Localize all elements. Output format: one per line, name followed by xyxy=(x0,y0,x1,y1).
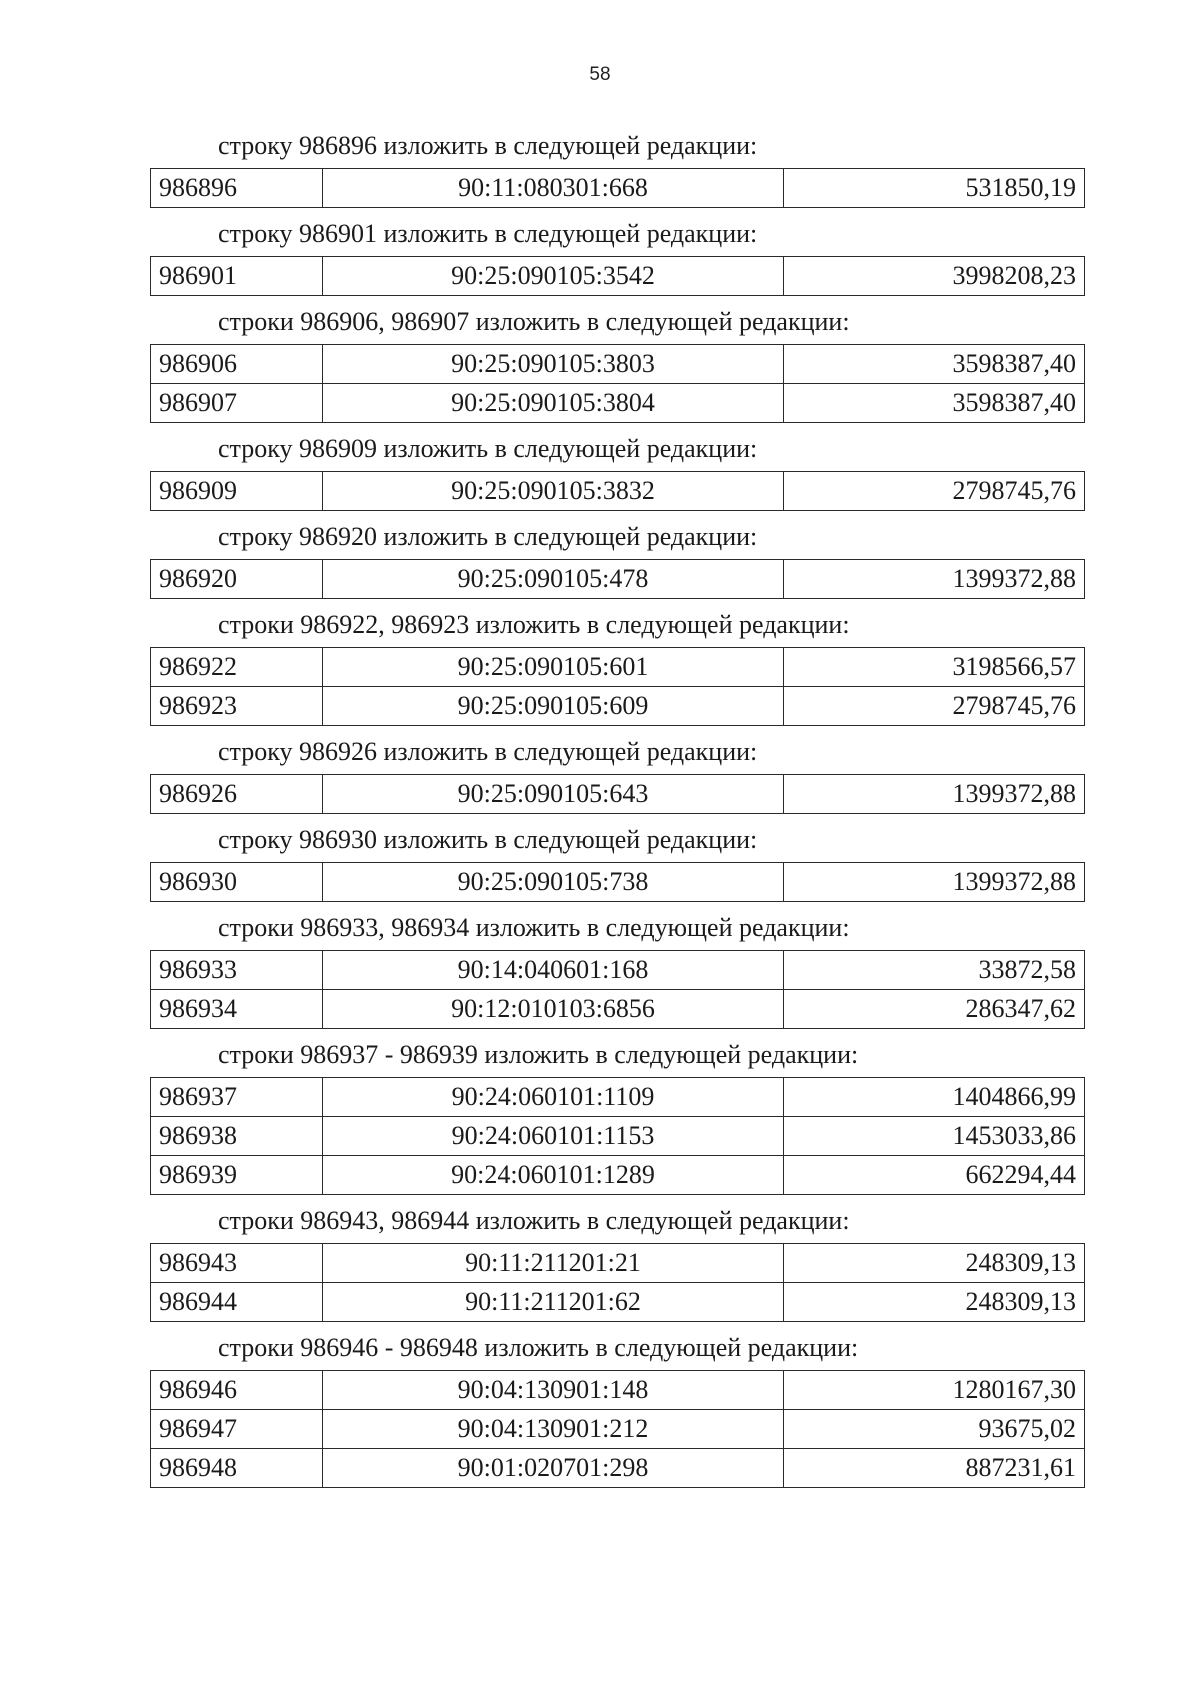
cadastral-number-cell: 90:04:130901:148 xyxy=(323,1371,784,1410)
section-heading: строку 986896 изложить в следующей редакции: xyxy=(218,131,758,160)
cadastral-number-cell: 90:25:090105:643 xyxy=(323,775,784,814)
cadastral-number-cell: 90:11:211201:21 xyxy=(323,1244,784,1283)
section-heading: строку 986930 изложить в следующей редакции: xyxy=(218,825,758,854)
row-number-cell: 986933 xyxy=(151,951,323,990)
cadastral-number-cell: 90:25:090105:3832 xyxy=(323,472,784,511)
value-cell: 248309,13 xyxy=(784,1283,1085,1322)
value-cell: 3598387,40 xyxy=(784,384,1085,423)
row-number-cell: 986909 xyxy=(151,472,323,511)
row-number-cell: 986947 xyxy=(151,1410,323,1449)
value-cell: 1280167,30 xyxy=(784,1371,1085,1410)
row-number-cell: 986944 xyxy=(151,1283,323,1322)
amendment-table xyxy=(150,471,1085,511)
table-row xyxy=(151,345,1085,384)
cadastral-number-cell: 90:25:090105:478 xyxy=(323,560,784,599)
value-cell: 3998208,23 xyxy=(784,257,1085,296)
table-row xyxy=(151,472,1085,511)
value-cell: 248309,13 xyxy=(784,1244,1085,1283)
section-heading: строки 986946 - 986948 изложить в следующей редакции: xyxy=(218,1333,859,1362)
row-number-cell: 986923 xyxy=(151,687,323,726)
amendment-table xyxy=(150,862,1085,902)
cadastral-number-cell: 90:01:020701:298 xyxy=(323,1449,784,1488)
row-number-cell: 986943 xyxy=(151,1244,323,1283)
value-cell: 1404866,99 xyxy=(784,1078,1085,1117)
value-cell: 93675,02 xyxy=(784,1410,1085,1449)
table-row xyxy=(151,1410,1085,1449)
row-number-cell: 986930 xyxy=(151,863,323,902)
value-cell: 531850,19 xyxy=(784,169,1085,208)
table-row xyxy=(151,1156,1085,1195)
cadastral-number-cell: 90:25:090105:3542 xyxy=(323,257,784,296)
table-row xyxy=(151,648,1085,687)
value-cell: 3598387,40 xyxy=(784,345,1085,384)
row-number-cell: 986939 xyxy=(151,1156,323,1195)
cadastral-number-cell: 90:24:060101:1109 xyxy=(323,1078,784,1117)
amendment-table xyxy=(150,256,1085,296)
cadastral-number-cell: 90:14:040601:168 xyxy=(323,951,784,990)
table-row xyxy=(151,1078,1085,1117)
value-cell: 1399372,88 xyxy=(784,560,1085,599)
amendment-table xyxy=(150,950,1085,1029)
table-row xyxy=(151,169,1085,208)
cadastral-number-cell: 90:04:130901:212 xyxy=(323,1410,784,1449)
amendment-table xyxy=(150,647,1085,726)
value-cell: 2798745,76 xyxy=(784,472,1085,511)
amendment-table xyxy=(150,1243,1085,1322)
table-row xyxy=(151,990,1085,1029)
cadastral-number-cell: 90:25:090105:738 xyxy=(323,863,784,902)
table-row xyxy=(151,775,1085,814)
table-row xyxy=(151,1283,1085,1322)
amendment-table xyxy=(150,168,1085,208)
row-number-cell: 986938 xyxy=(151,1117,323,1156)
table-row xyxy=(151,863,1085,902)
cadastral-number-cell: 90:24:060101:1289 xyxy=(323,1156,784,1195)
value-cell: 662294,44 xyxy=(784,1156,1085,1195)
amendment-table xyxy=(150,774,1085,814)
cadastral-number-cell: 90:12:010103:6856 xyxy=(323,990,784,1029)
value-cell: 887231,61 xyxy=(784,1449,1085,1488)
table-row xyxy=(151,951,1085,990)
section-heading: строку 986901 изложить в следующей редакции: xyxy=(218,219,758,248)
value-cell: 2798745,76 xyxy=(784,687,1085,726)
cadastral-number-cell: 90:11:080301:668 xyxy=(323,169,784,208)
table-row xyxy=(151,687,1085,726)
cadastral-number-cell: 90:25:090105:3804 xyxy=(323,384,784,423)
section-heading: строку 986926 изложить в следующей редакции: xyxy=(218,737,758,766)
row-number-cell: 986922 xyxy=(151,648,323,687)
cadastral-number-cell: 90:25:090105:3803 xyxy=(323,345,784,384)
value-cell: 1399372,88 xyxy=(784,775,1085,814)
row-number-cell: 986920 xyxy=(151,560,323,599)
document-body xyxy=(150,128,1085,1496)
value-cell: 1399372,88 xyxy=(784,863,1085,902)
value-cell: 1453033,86 xyxy=(784,1117,1085,1156)
value-cell: 3198566,57 xyxy=(784,648,1085,687)
table-row xyxy=(151,384,1085,423)
amendment-table xyxy=(150,1370,1085,1488)
row-number-cell: 986906 xyxy=(151,345,323,384)
section-heading: строки 986937 - 986939 изложить в следующей редакции: xyxy=(218,1040,859,1069)
page-number: 58 xyxy=(589,64,611,85)
value-cell: 286347,62 xyxy=(784,990,1085,1029)
row-number-cell: 986948 xyxy=(151,1449,323,1488)
amendment-table xyxy=(150,1077,1085,1195)
amendment-table xyxy=(150,559,1085,599)
cadastral-number-cell: 90:25:090105:609 xyxy=(323,687,784,726)
table-row xyxy=(151,1371,1085,1410)
section-heading: строку 986920 изложить в следующей редакции: xyxy=(218,522,758,551)
section-heading: строки 986922, 986923 изложить в следующей редакции: xyxy=(218,610,850,639)
row-number-cell: 986896 xyxy=(151,169,323,208)
row-number-cell: 986907 xyxy=(151,384,323,423)
section-heading: строки 986933, 986934 изложить в следующей редакции: xyxy=(218,913,850,942)
cadastral-number-cell: 90:25:090105:601 xyxy=(323,648,784,687)
row-number-cell: 986946 xyxy=(151,1371,323,1410)
section-heading: строку 986909 изложить в следующей редакции: xyxy=(218,434,758,463)
row-number-cell: 986901 xyxy=(151,257,323,296)
row-number-cell: 986937 xyxy=(151,1078,323,1117)
section-heading: строки 986943, 986944 изложить в следующей редакции: xyxy=(218,1206,850,1235)
section-heading: строки 986906, 986907 изложить в следующей редакции: xyxy=(218,307,850,336)
cadastral-number-cell: 90:11:211201:62 xyxy=(323,1283,784,1322)
table-row xyxy=(151,1117,1085,1156)
table-row xyxy=(151,257,1085,296)
value-cell: 33872,58 xyxy=(784,951,1085,990)
table-row xyxy=(151,1244,1085,1283)
table-row xyxy=(151,1449,1085,1488)
amendment-table xyxy=(150,344,1085,423)
cadastral-number-cell: 90:24:060101:1153 xyxy=(323,1117,784,1156)
row-number-cell: 986926 xyxy=(151,775,323,814)
table-row xyxy=(151,560,1085,599)
row-number-cell: 986934 xyxy=(151,990,323,1029)
